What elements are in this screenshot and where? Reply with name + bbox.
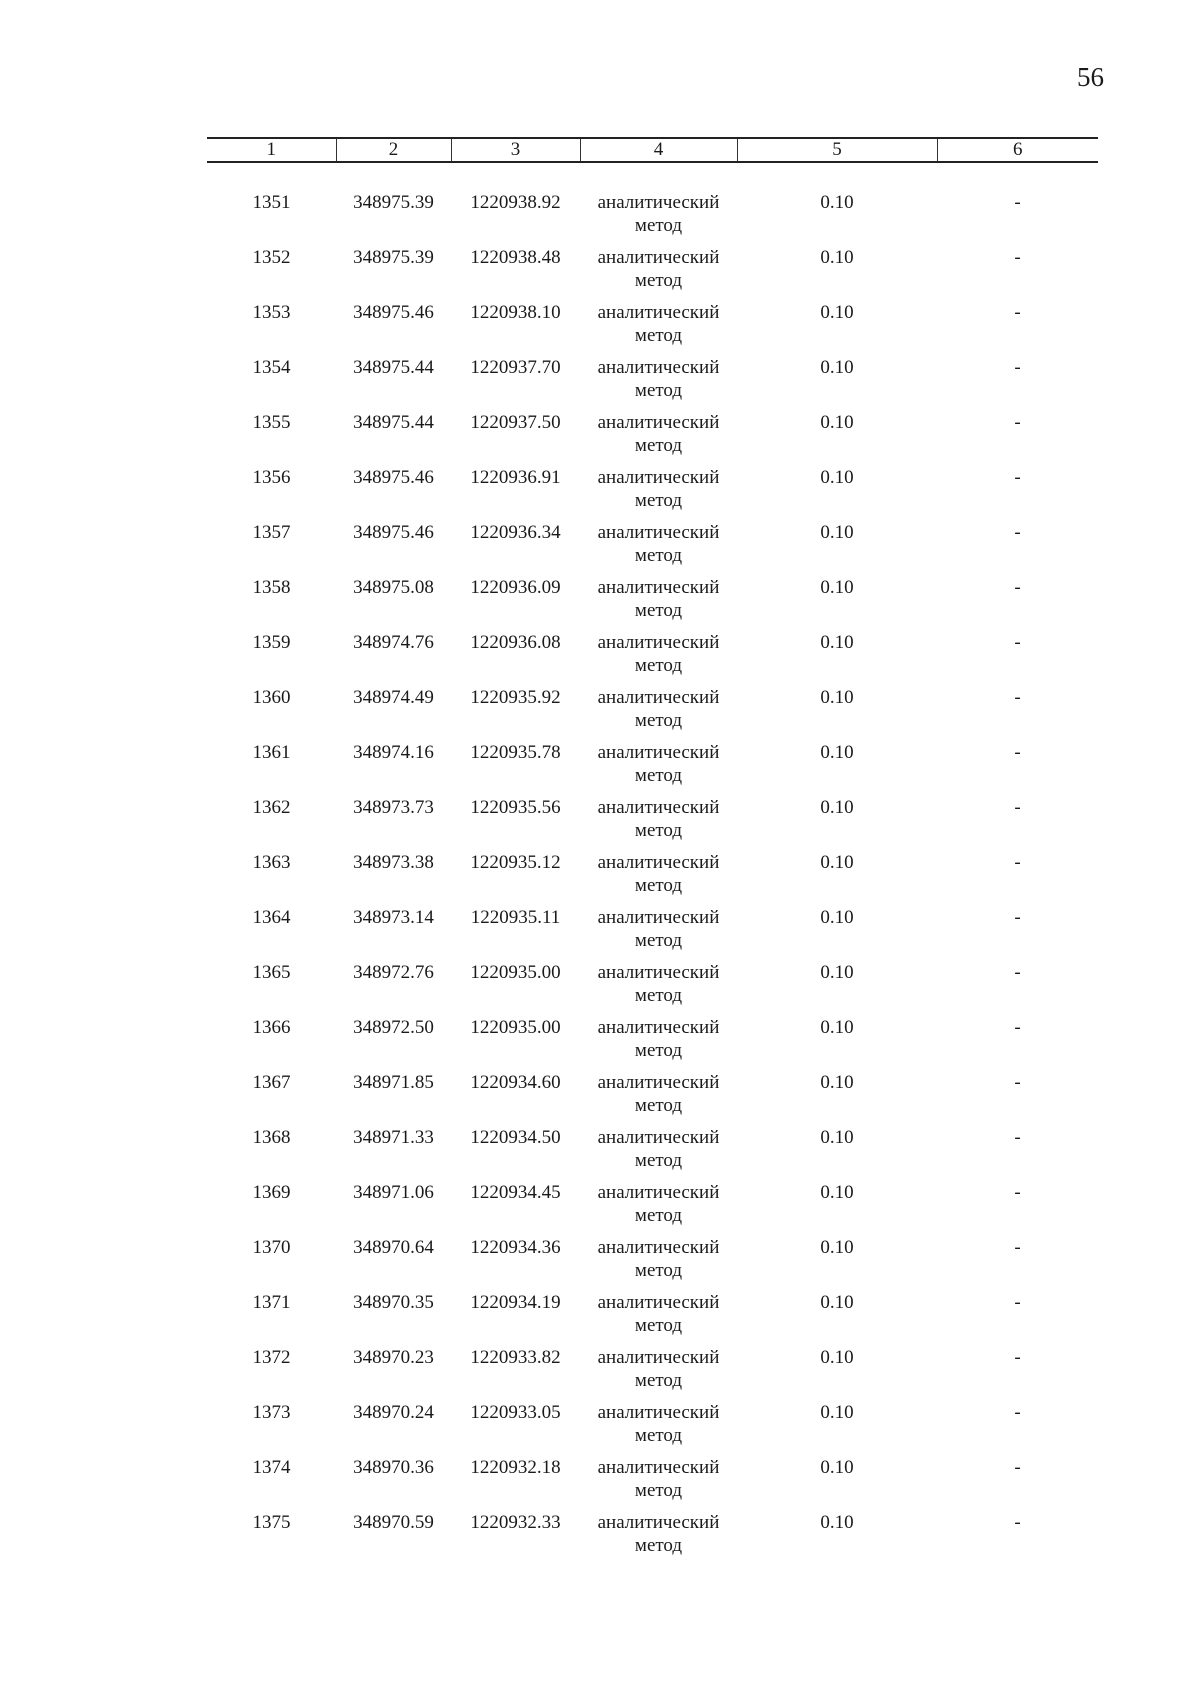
method-line-1: аналитический xyxy=(597,192,720,213)
table-row xyxy=(207,191,1098,246)
accuracy-value: 0.10 xyxy=(820,412,854,433)
column-header-6: 6 xyxy=(937,138,1098,162)
note-value: - xyxy=(1014,1182,1021,1203)
method-cell xyxy=(580,191,737,246)
method-cell xyxy=(580,631,737,686)
accuracy-value: 0.10 xyxy=(820,852,854,873)
coordinate-y: 1220938.10 xyxy=(470,302,561,323)
point-number: 1360 xyxy=(252,687,291,708)
method-line-1: аналитический xyxy=(597,962,720,983)
method-cell xyxy=(580,1401,737,1456)
method-line-1: аналитический xyxy=(597,522,720,543)
note-value: - xyxy=(1014,522,1021,543)
point-number: 1356 xyxy=(252,467,291,488)
coordinate-x: 348975.46 xyxy=(353,522,434,543)
coordinate-x: 348975.39 xyxy=(353,247,434,268)
note-value: - xyxy=(1014,1127,1021,1148)
note-value: - xyxy=(1014,467,1021,488)
method-line-2: метод xyxy=(634,1535,683,1556)
method-line-2: метод xyxy=(634,545,683,566)
method-cell xyxy=(580,576,737,631)
method-cell xyxy=(580,1291,737,1346)
coordinate-x: 348975.39 xyxy=(353,192,434,213)
table-row xyxy=(207,411,1098,466)
coordinate-y: 1220932.33 xyxy=(470,1512,561,1533)
column-header-5: 5 xyxy=(737,138,937,162)
accuracy-value: 0.10 xyxy=(820,742,854,763)
method-line-2: метод xyxy=(634,820,683,841)
method-line-2: метод xyxy=(634,765,683,786)
method-cell xyxy=(580,1511,737,1566)
note-value: - xyxy=(1014,1292,1021,1313)
note-value: - xyxy=(1014,1402,1021,1423)
method-cell xyxy=(580,796,737,851)
method-line-2: метод xyxy=(634,270,683,291)
coordinate-x: 348970.23 xyxy=(353,1347,434,1368)
method-cell xyxy=(580,1016,737,1071)
accuracy-value: 0.10 xyxy=(820,1457,854,1478)
method-line-2: метод xyxy=(634,1425,683,1446)
coordinate-x: 348975.46 xyxy=(353,302,434,323)
accuracy-value: 0.10 xyxy=(820,1402,854,1423)
accuracy-value: 0.10 xyxy=(820,1292,854,1313)
point-number: 1372 xyxy=(252,1347,291,1368)
table-row xyxy=(207,1236,1098,1291)
point-number: 1354 xyxy=(252,357,291,378)
coordinate-y: 1220935.56 xyxy=(470,797,561,818)
table-row xyxy=(207,686,1098,741)
coordinate-x: 348973.38 xyxy=(353,852,434,873)
accuracy-value: 0.10 xyxy=(820,1017,854,1038)
note-value: - xyxy=(1014,742,1021,763)
coordinate-y: 1220935.92 xyxy=(470,687,561,708)
method-cell xyxy=(580,246,737,301)
coordinate-x: 348971.06 xyxy=(353,1182,434,1203)
method-cell xyxy=(580,961,737,1016)
note-value: - xyxy=(1014,1017,1021,1038)
accuracy-value: 0.10 xyxy=(820,192,854,213)
point-number: 1374 xyxy=(252,1457,291,1478)
method-line-1: аналитический xyxy=(597,357,720,378)
note-value: - xyxy=(1014,1072,1021,1093)
point-number: 1364 xyxy=(252,907,291,928)
coordinate-y: 1220936.08 xyxy=(470,632,561,653)
accuracy-value: 0.10 xyxy=(820,1182,854,1203)
method-line-1: аналитический xyxy=(597,247,720,268)
coordinate-y: 1220935.00 xyxy=(470,1017,561,1038)
coordinate-y: 1220934.36 xyxy=(470,1237,561,1258)
coordinate-y: 1220932.18 xyxy=(470,1457,561,1478)
method-line-1: аналитический xyxy=(597,1402,720,1423)
note-value: - xyxy=(1014,962,1021,983)
coordinate-x: 348970.24 xyxy=(353,1402,434,1423)
point-number: 1355 xyxy=(252,412,291,433)
method-line-2: метод xyxy=(634,490,683,511)
coordinate-x: 348975.44 xyxy=(353,357,434,378)
accuracy-value: 0.10 xyxy=(820,687,854,708)
table-row xyxy=(207,246,1098,301)
coordinate-y: 1220937.70 xyxy=(470,357,561,378)
coordinate-y: 1220933.05 xyxy=(470,1402,561,1423)
coordinate-y: 1220936.34 xyxy=(470,522,561,543)
coordinate-x: 348974.49 xyxy=(353,687,434,708)
method-cell xyxy=(580,1456,737,1511)
method-line-2: метод xyxy=(634,875,683,896)
method-line-1: аналитический xyxy=(597,467,720,488)
point-number: 1370 xyxy=(252,1237,291,1258)
method-line-2: метод xyxy=(634,380,683,401)
note-value: - xyxy=(1014,192,1021,213)
coordinate-y: 1220938.92 xyxy=(470,192,561,213)
note-value: - xyxy=(1014,687,1021,708)
method-cell xyxy=(580,466,737,521)
note-value: - xyxy=(1014,357,1021,378)
method-cell xyxy=(580,1181,737,1236)
method-line-1: аналитический xyxy=(597,412,720,433)
method-line-2: метод xyxy=(634,655,683,676)
method-line-1: аналитический xyxy=(597,1512,720,1533)
coordinate-x: 348970.59 xyxy=(353,1512,434,1533)
coordinate-y: 1220937.50 xyxy=(470,412,561,433)
point-number: 1375 xyxy=(252,1512,291,1533)
method-line-2: метод xyxy=(634,1040,683,1061)
accuracy-value: 0.10 xyxy=(820,247,854,268)
coordinate-y: 1220934.50 xyxy=(470,1127,561,1148)
coordinate-y: 1220933.82 xyxy=(470,1347,561,1368)
coordinate-x: 348970.35 xyxy=(353,1292,434,1313)
method-cell xyxy=(580,1236,737,1291)
method-line-1: аналитический xyxy=(597,907,720,928)
coordinates-table xyxy=(207,137,1098,1566)
method-line-1: аналитический xyxy=(597,1127,720,1148)
note-value: - xyxy=(1014,302,1021,323)
method-line-2: метод xyxy=(634,1315,683,1336)
method-line-2: метод xyxy=(634,710,683,731)
coordinate-x: 348972.76 xyxy=(353,962,434,983)
point-number: 1352 xyxy=(252,247,291,268)
coordinate-x: 348975.44 xyxy=(353,412,434,433)
note-value: - xyxy=(1014,852,1021,873)
method-line-1: аналитический xyxy=(597,687,720,708)
table-row xyxy=(207,1401,1098,1456)
table-row xyxy=(207,1071,1098,1126)
method-line-1: аналитический xyxy=(597,1182,720,1203)
accuracy-value: 0.10 xyxy=(820,467,854,488)
point-number: 1365 xyxy=(252,962,291,983)
note-value: - xyxy=(1014,632,1021,653)
method-cell xyxy=(580,686,737,741)
note-value: - xyxy=(1014,247,1021,268)
column-header-2: 2 xyxy=(336,138,451,162)
accuracy-value: 0.10 xyxy=(820,1237,854,1258)
table-row xyxy=(207,961,1098,1016)
point-number: 1361 xyxy=(252,742,291,763)
table-row xyxy=(207,466,1098,521)
method-line-2: метод xyxy=(634,1205,683,1226)
method-line-1: аналитический xyxy=(597,1072,720,1093)
method-cell xyxy=(580,741,737,796)
table-row xyxy=(207,796,1098,851)
method-cell xyxy=(580,521,737,576)
method-cell xyxy=(580,906,737,961)
accuracy-value: 0.10 xyxy=(820,1347,854,1368)
table-row xyxy=(207,1346,1098,1401)
coordinate-x: 348973.73 xyxy=(353,797,434,818)
coordinate-y: 1220936.09 xyxy=(470,577,561,598)
point-number: 1353 xyxy=(252,302,291,323)
method-line-2: метод xyxy=(634,1150,683,1171)
table-row xyxy=(207,356,1098,411)
method-cell xyxy=(580,1126,737,1181)
accuracy-value: 0.10 xyxy=(820,797,854,818)
accuracy-value: 0.10 xyxy=(820,962,854,983)
method-line-2: метод xyxy=(634,1095,683,1116)
coordinate-x: 348970.36 xyxy=(353,1457,434,1478)
accuracy-value: 0.10 xyxy=(820,302,854,323)
table-header xyxy=(207,138,1098,162)
coordinate-x: 348975.08 xyxy=(353,577,434,598)
accuracy-value: 0.10 xyxy=(820,632,854,653)
table-row xyxy=(207,301,1098,356)
note-value: - xyxy=(1014,1347,1021,1368)
coordinate-y: 1220938.48 xyxy=(470,247,561,268)
method-line-1: аналитический xyxy=(597,1347,720,1368)
method-line-1: аналитический xyxy=(597,797,720,818)
accuracy-value: 0.10 xyxy=(820,577,854,598)
method-line-1: аналитический xyxy=(597,302,720,323)
point-number: 1367 xyxy=(252,1072,291,1093)
method-line-2: метод xyxy=(634,1370,683,1391)
table-row xyxy=(207,521,1098,576)
coordinate-x: 348974.76 xyxy=(353,632,434,653)
point-number: 1371 xyxy=(252,1292,291,1313)
table-row xyxy=(207,741,1098,796)
method-line-2: метод xyxy=(634,930,683,951)
coordinate-y: 1220934.45 xyxy=(470,1182,561,1203)
note-value: - xyxy=(1014,1457,1021,1478)
coordinate-x: 348970.64 xyxy=(353,1237,434,1258)
coordinate-y: 1220936.91 xyxy=(470,467,561,488)
accuracy-value: 0.10 xyxy=(820,1512,854,1533)
point-number: 1358 xyxy=(252,577,291,598)
method-cell xyxy=(580,411,737,466)
note-value: - xyxy=(1014,907,1021,928)
accuracy-value: 0.10 xyxy=(820,357,854,378)
table-row xyxy=(207,1181,1098,1236)
table-row xyxy=(207,1511,1098,1566)
column-header-4: 4 xyxy=(580,138,737,162)
accuracy-value: 0.10 xyxy=(820,1072,854,1093)
point-number: 1359 xyxy=(252,632,291,653)
point-number: 1351 xyxy=(252,192,291,213)
point-number: 1368 xyxy=(252,1127,291,1148)
table-row xyxy=(207,1456,1098,1511)
method-cell xyxy=(580,851,737,906)
coordinate-y: 1220935.12 xyxy=(470,852,561,873)
method-line-1: аналитический xyxy=(597,1237,720,1258)
method-line-1: аналитический xyxy=(597,852,720,873)
table-row xyxy=(207,1016,1098,1071)
accuracy-value: 0.10 xyxy=(820,1127,854,1148)
column-header-3: 3 xyxy=(451,138,580,162)
note-value: - xyxy=(1014,1237,1021,1258)
method-line-2: метод xyxy=(634,600,683,621)
method-line-2: метод xyxy=(634,985,683,1006)
column-header-1: 1 xyxy=(207,138,336,162)
method-line-1: аналитический xyxy=(597,1457,720,1478)
method-line-2: метод xyxy=(634,1260,683,1281)
method-cell xyxy=(580,1346,737,1401)
table-row xyxy=(207,576,1098,631)
method-cell xyxy=(580,1071,737,1126)
coordinate-x: 348974.16 xyxy=(353,742,434,763)
table-row xyxy=(207,906,1098,961)
table-row xyxy=(207,1291,1098,1346)
page-number: 56 xyxy=(1077,62,1104,92)
note-value: - xyxy=(1014,797,1021,818)
method-line-1: аналитический xyxy=(597,632,720,653)
method-line-2: метод xyxy=(634,1480,683,1501)
method-line-1: аналитический xyxy=(597,1292,720,1313)
coordinate-y: 1220934.60 xyxy=(470,1072,561,1093)
table-row xyxy=(207,851,1098,906)
method-line-2: метод xyxy=(634,215,683,236)
method-cell xyxy=(580,301,737,356)
coordinate-y: 1220934.19 xyxy=(470,1292,561,1313)
coordinate-x: 348971.33 xyxy=(353,1127,434,1148)
coordinate-x: 348972.50 xyxy=(353,1017,434,1038)
accuracy-value: 0.10 xyxy=(820,907,854,928)
coordinate-y: 1220935.00 xyxy=(470,962,561,983)
coordinate-y: 1220935.78 xyxy=(470,742,561,763)
method-line-1: аналитический xyxy=(597,742,720,763)
method-line-2: метод xyxy=(634,325,683,346)
table-row xyxy=(207,1126,1098,1181)
note-value: - xyxy=(1014,1512,1021,1533)
accuracy-value: 0.10 xyxy=(820,522,854,543)
point-number: 1369 xyxy=(252,1182,291,1203)
point-number: 1373 xyxy=(252,1402,291,1423)
table-row xyxy=(207,631,1098,686)
table-body xyxy=(207,162,1098,1566)
method-line-2: метод xyxy=(634,435,683,456)
point-number: 1357 xyxy=(252,522,291,543)
note-value: - xyxy=(1014,577,1021,598)
method-line-1: аналитический xyxy=(597,577,720,598)
coordinate-x: 348971.85 xyxy=(353,1072,434,1093)
method-cell xyxy=(580,356,737,411)
method-line-1: аналитический xyxy=(597,1017,720,1038)
note-value: - xyxy=(1014,412,1021,433)
coordinate-x: 348973.14 xyxy=(353,907,434,928)
coordinate-y: 1220935.11 xyxy=(470,907,561,928)
coordinate-x: 348975.46 xyxy=(353,467,434,488)
point-number: 1362 xyxy=(252,797,291,818)
point-number: 1363 xyxy=(252,852,291,873)
point-number: 1366 xyxy=(252,1017,291,1038)
